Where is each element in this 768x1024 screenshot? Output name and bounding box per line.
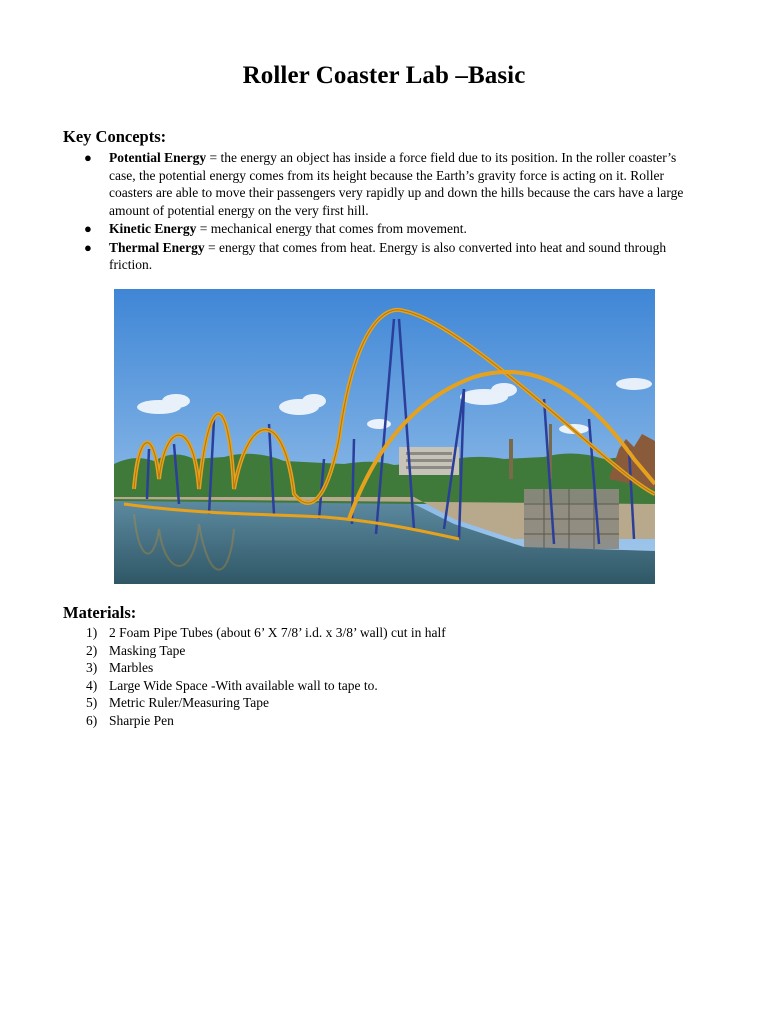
concept-term: Kinetic Energy xyxy=(109,221,197,236)
list-item xyxy=(84,149,694,219)
bullet-icon: ● xyxy=(84,239,92,255)
material-text: Large Wide Space -With available wall to tape to. xyxy=(109,677,378,693)
material-text: 2 Foam Pipe Tubes (about 6’ X 7/8’ i.d. x 3/8’ wall) cut in half xyxy=(109,625,446,640)
material-text: Metric Ruler/Measuring Tape xyxy=(109,695,270,710)
bullet-icon: ● xyxy=(84,150,92,165)
page-title: Roller Coaster Lab –Basic xyxy=(242,62,526,89)
item-number: 4) xyxy=(86,677,98,693)
bullet-icon: ● xyxy=(84,221,92,236)
key-concepts-list xyxy=(84,149,694,275)
list-item xyxy=(84,712,446,730)
list-item xyxy=(84,624,446,642)
item-number: 6) xyxy=(86,712,98,728)
material-text: Sharpie Pen xyxy=(109,712,174,728)
list-item xyxy=(84,659,446,677)
list-item xyxy=(84,642,446,660)
concept-definition: = the energy an object has inside a force field due to its position. In the roller coaster’s case, the potential energy comes from its height because the Earth’s gravity force is acting on it. Roller coasters are able to move their passengers very rapidly up and down the hills because the cars have a large amount of potential energy on the very first hill. xyxy=(109,150,684,218)
roller-coaster-photo xyxy=(114,289,655,584)
material-text: Marbles xyxy=(109,660,154,675)
concept-definition: = energy that comes from heat. Energy is also converted into heat and sound through friction. xyxy=(109,239,667,272)
concept-term: Potential Energy xyxy=(109,150,207,165)
key-concepts-heading: Key Concepts: xyxy=(63,127,167,146)
list-item xyxy=(84,677,446,695)
item-number: 5) xyxy=(86,695,98,710)
item-number: 1) xyxy=(86,625,98,640)
materials-heading: Materials: xyxy=(63,603,137,622)
concept-term: Thermal Energy xyxy=(109,239,205,255)
concept-definition: = mechanical energy that comes from movement. xyxy=(196,221,467,236)
item-number: 3) xyxy=(86,660,98,675)
materials-list xyxy=(84,624,446,729)
item-number: 2) xyxy=(86,642,98,658)
list-item xyxy=(84,694,446,712)
material-text: Masking Tape xyxy=(109,642,186,658)
list-item xyxy=(84,239,694,274)
list-item xyxy=(84,220,694,238)
